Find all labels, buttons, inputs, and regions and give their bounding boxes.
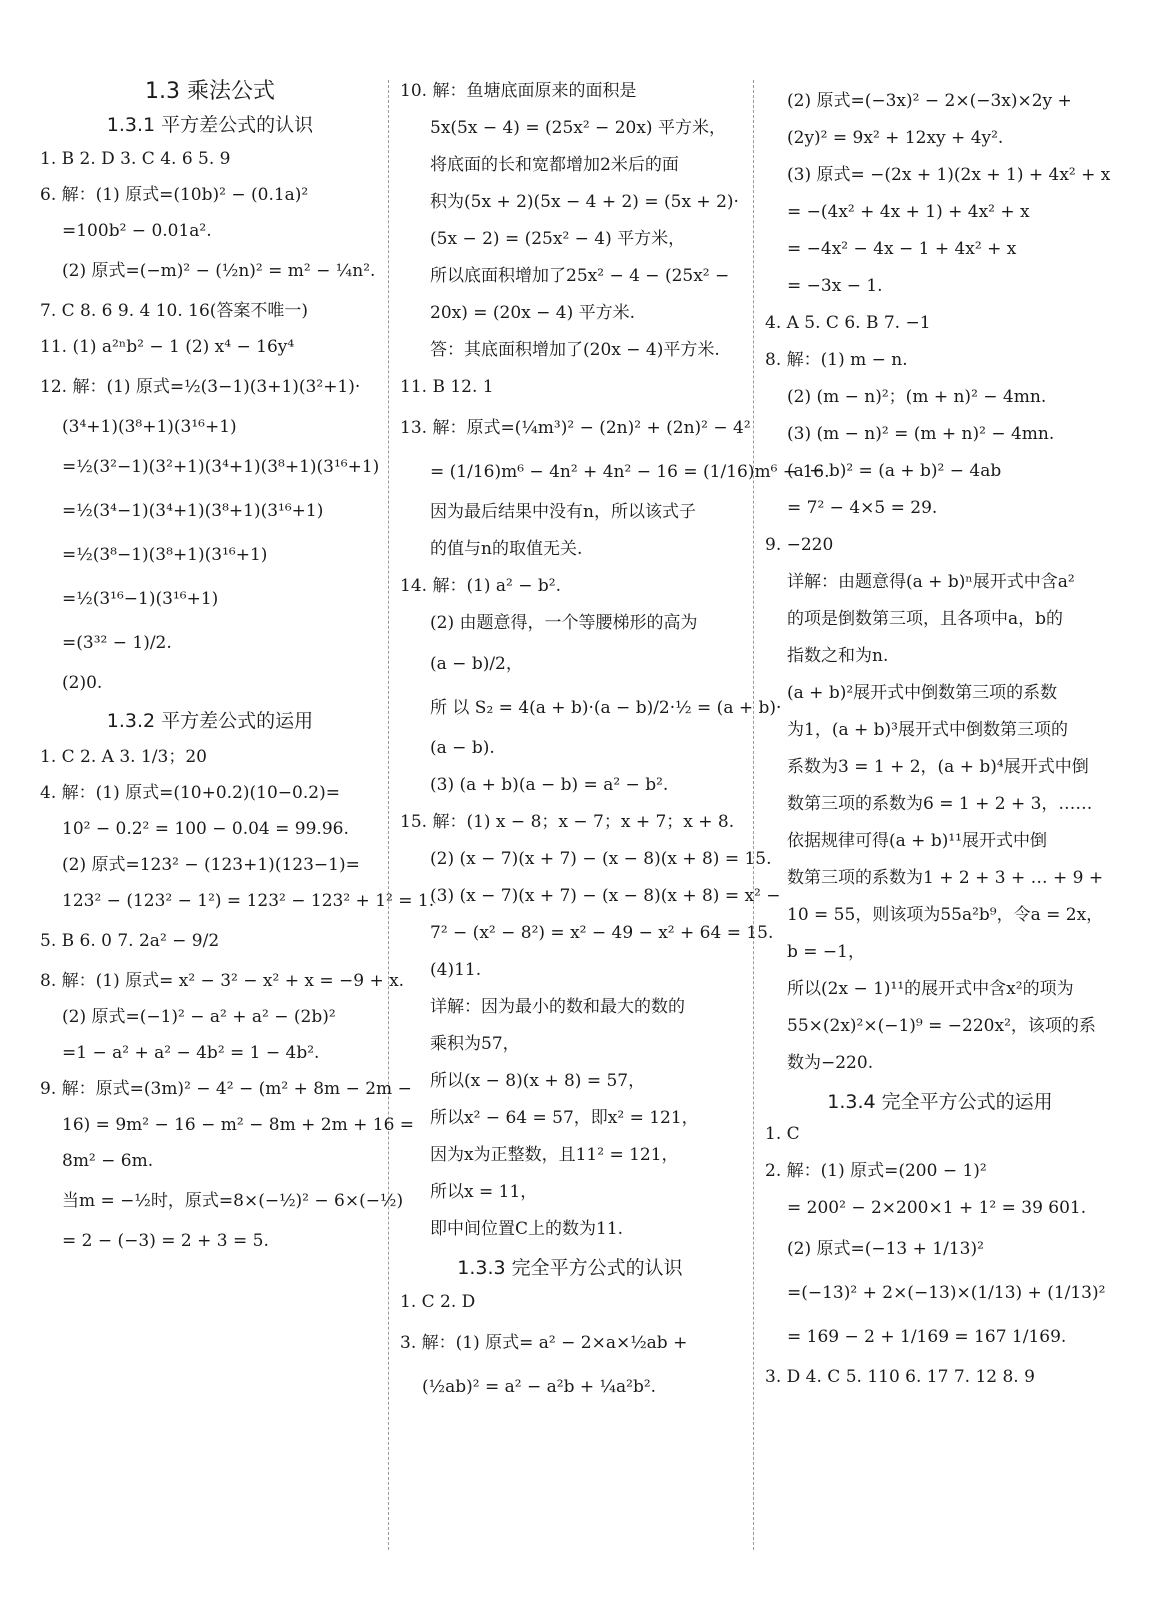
answer-line: =½(3¹⁶−1)(3¹⁶+1)	[62, 589, 219, 609]
answer-line: 5x(5x − 4) = (25x² − 20x) 平方米，	[430, 118, 726, 138]
answer-line: 11. B 12. 1	[400, 377, 494, 397]
answer-line: =1 − a² + a² − 4b² = 1 − 4b².	[62, 1043, 320, 1063]
answer-line: (2) (x − 7)(x + 7) − (x − 8)(x + 8) = 15.	[430, 849, 772, 869]
answer-line: = 169 − 2 + 1/169 = 167 1/169.	[787, 1327, 1067, 1347]
answer-line: 1. C 2. D	[400, 1292, 476, 1312]
answer-line: 所以(x − 8)(x + 8) = 57，	[430, 1071, 646, 1091]
subsection-title: 1.3.1 平方差公式的认识	[106, 114, 314, 136]
answer-line: = −4x² − 4x − 1 + 4x² + x	[787, 239, 1017, 259]
answer-line: 将底面的长和宽都增加2米后的面	[430, 155, 679, 175]
answer-line: 12. 解：(1) 原式=½(3−1)(3+1)(3²+1)·	[40, 377, 361, 397]
answer-line: 所以x² − 64 = 57，即x² = 121，	[430, 1108, 699, 1128]
answer-line: 15. 解：(1) x − 8；x − 7；x + 7；x + 8.	[400, 812, 735, 832]
answer-line: = −3x − 1.	[787, 276, 883, 296]
answer-line: 9. −220	[765, 535, 834, 555]
answer-line: (½ab)² = a² − a²b + ¼a²b².	[422, 1377, 657, 1397]
answer-line: (a − b)² = (a + b)² − 4ab	[787, 461, 1002, 481]
answer-line: 6. 解：(1) 原式=(10b)² − (0.1a)²	[40, 185, 309, 205]
answer-line: 答：其底面积增加了(20x − 4)平方米.	[430, 340, 720, 360]
answer-line: 详解：由题意得(a + b)ⁿ展开式中含a²	[787, 572, 1075, 592]
answer-line: (2) 原式=(−1)² − a² + a² − (2b)²	[62, 1007, 336, 1027]
answer-line: 所 以 S₂ = 4(a + b)·(a − b)/2·½ = (a + b)·	[430, 698, 782, 718]
answer-line: 3. D 4. C 5. 110 6. 17 7. 12 8. 9	[765, 1367, 1035, 1387]
answer-line: =100b² − 0.01a².	[62, 221, 212, 241]
answer-line: (2) 原式=(−13 + 1/13)²	[787, 1239, 984, 1259]
answer-line: = 200² − 2×200×1 + 1² = 39 601.	[787, 1198, 1087, 1218]
answer-line: 积为(5x + 2)(5x − 4 + 2) = (5x + 2)·	[430, 192, 739, 212]
answer-line: =½(3⁴−1)(3⁴+1)(3⁸+1)(3¹⁶+1)	[62, 501, 324, 521]
answer-line: 1. C	[765, 1124, 800, 1144]
answer-line: =(3³² − 1)/2.	[62, 633, 172, 653]
answer-line: 数为−220.	[787, 1053, 874, 1073]
answer-line: 16) = 9m² − 16 − m² − 8m + 2m + 16 =	[62, 1115, 415, 1135]
answer-line: (2) 原式=123² − (123+1)(123−1)=	[62, 855, 360, 875]
answer-line: 所以底面积增加了25x² − 4 − (25x² −	[430, 266, 730, 286]
answer-line: 10. 解：鱼塘底面原来的面积是	[400, 81, 637, 101]
answer-line: (2) 由题意得，一个等腰梯形的高为	[430, 613, 698, 633]
answer-line: 所以(2x − 1)¹¹的展开式中含x²的项为	[787, 979, 1074, 999]
answer-line: 依据规律可得(a + b)¹¹展开式中倒	[787, 831, 1047, 851]
answer-line: 7² − (x² − 8²) = x² − 49 − x² + 64 = 15.	[430, 923, 774, 943]
answer-line: 系数为3 = 1 + 2，(a + b)⁴展开式中倒	[787, 757, 1089, 777]
answer-line: (3) (m − n)² = (m + n)² − 4mn.	[787, 424, 1055, 444]
answer-line: =½(3⁸−1)(3⁸+1)(3¹⁶+1)	[62, 545, 268, 565]
answer-line: (2) 原式=(−m)² − (½n)² = m² − ¼n².	[62, 261, 376, 281]
answer-line: (a − b).	[430, 738, 495, 758]
column-divider	[753, 80, 754, 1550]
answer-line: 5. B 6. 0 7. 2a² − 9/2	[40, 931, 220, 951]
answer-line: 10² − 0.2² = 100 − 0.04 = 99.96.	[62, 819, 349, 839]
answer-line: (2) 原式=(−3x)² − 2×(−3x)×2y +	[787, 91, 1072, 111]
answer-line: 1. B 2. D 3. C 4. 6 5. 9	[40, 149, 231, 169]
answer-line: 55×(2x)²×(−1)⁹ = −220x²，该项的系	[787, 1016, 1096, 1036]
answer-line: 数第三项的系数为6 = 1 + 2 + 3，……	[787, 794, 1093, 814]
answer-line: b = −1，	[787, 942, 865, 962]
column-divider	[388, 80, 389, 1550]
answer-line: 4. A 5. C 6. B 7. −1	[765, 313, 931, 333]
answer-line: (4)11.	[430, 960, 482, 980]
answer-line: 11. (1) a²ⁿb² − 1 (2) x⁴ − 16y⁴	[40, 337, 295, 357]
answer-line: 详解：因为最小的数和最大的数的	[430, 997, 685, 1017]
answer-line: (3) (x − 7)(x + 7) − (x − 8)(x + 8) = x² −	[430, 886, 781, 906]
answer-line: 14. 解：(1) a² − b².	[400, 576, 562, 596]
answer-line: 4. 解：(1) 原式=(10+0.2)(10−0.2)=	[40, 783, 340, 803]
answer-line: 2. 解：(1) 原式=(200 − 1)²	[765, 1161, 987, 1181]
answer-line: =½(3²−1)(3²+1)(3⁴+1)(3⁸+1)(3¹⁶+1)	[62, 457, 380, 477]
section-title: 1.3 乘法公式	[145, 79, 275, 104]
answer-line: 8. 解：(1) 原式= x² − 3² − x² + x = −9 + x.	[40, 971, 405, 991]
column-1	[40, 78, 435, 1266]
answer-line: 13. 解：原式=(¼m³)² − (2n)² + (2n)² − 4²	[400, 418, 751, 438]
subsection-title: 1.3.3 完全平方公式的认识	[457, 1257, 683, 1279]
answer-line: 123² − (123² − 1²) = 123² − 123² + 1² = 1.	[62, 891, 435, 911]
answer-line: 的值与n的取值无关.	[430, 539, 583, 559]
answer-line: 1. C 2. A 3. 1/3；20	[40, 747, 207, 767]
answer-line: 的项是倒数第三项，且各项中a，b的	[787, 609, 1064, 629]
answer-line: 数第三项的系数为1 + 2 + 3 + … + 9 +	[787, 868, 1104, 888]
answer-line: (2)0.	[62, 673, 103, 693]
column-3	[765, 78, 1115, 1403]
answer-line: 因为最后结果中没有n，所以该式子	[430, 502, 696, 522]
subsection-title: 1.3.2 平方差公式的运用	[106, 710, 314, 732]
answer-line: (a + b)²展开式中倒数第三项的系数	[787, 683, 1058, 703]
answer-line: 8. 解：(1) m − n.	[765, 350, 908, 370]
answer-line: 为1，(a + b)³展开式中倒数第三项的	[787, 720, 1068, 740]
answer-line: 指数之和为n.	[787, 646, 889, 666]
answer-line: 乘积为57，	[430, 1034, 520, 1054]
answer-line: (2) (m − n)²；(m + n)² − 4mn.	[787, 387, 1047, 407]
answer-line: = (1/16)m⁶ − 4n² + 4n² − 16 = (1/16)m⁶ − 16.	[430, 462, 830, 482]
answer-line: 7. C 8. 6 9. 4 10. 16(答案不唯一)	[40, 301, 309, 321]
answer-line: (2y)² = 9x² + 12xy + 4y².	[787, 128, 1004, 148]
answer-line: (3) (a + b)(a − b) = a² − b².	[430, 775, 669, 795]
answer-line: =(−13)² + 2×(−13)×(1/13) + (1/13)²	[787, 1283, 1106, 1303]
answer-line: 当m = −½时，原式=8×(−½)² − 6×(−½)	[62, 1191, 404, 1211]
answer-line: 20x) = (20x − 4) 平方米.	[430, 303, 636, 323]
answer-line: (3) 原式= −(2x + 1)(2x + 1) + 4x² + x	[787, 165, 1111, 185]
subsection-title: 1.3.4 完全平方公式的运用	[827, 1091, 1053, 1113]
answer-line: 3. 解：(1) 原式= a² − 2×a×½ab +	[400, 1333, 688, 1353]
answer-line: 8m² − 6m.	[62, 1151, 154, 1171]
answer-line: 即中间位置C上的数为11.	[430, 1219, 624, 1239]
answer-line: (5x − 2) = (25x² − 4) 平方米，	[430, 229, 686, 249]
answer-line: (3⁴+1)(3⁸+1)(3¹⁶+1)	[62, 417, 237, 437]
answer-line: 所以x = 11，	[430, 1182, 538, 1202]
answer-line: = 7² − 4×5 = 29.	[787, 498, 938, 518]
answer-line: = −(4x² + 4x + 1) + 4x² + x	[787, 202, 1030, 222]
answer-line: (a − b)/2，	[430, 654, 523, 674]
answer-line: 因为x为正整数，且11² = 121，	[430, 1145, 679, 1165]
answer-line: 10 = 55，则该项为55a²b⁹，令a = 2x，	[787, 905, 1104, 925]
answer-line: 9. 解：原式=(3m)² − 4² − (m² + 8m − 2m −	[40, 1079, 412, 1099]
answer-line: = 2 − (−3) = 2 + 3 = 5.	[62, 1231, 269, 1251]
